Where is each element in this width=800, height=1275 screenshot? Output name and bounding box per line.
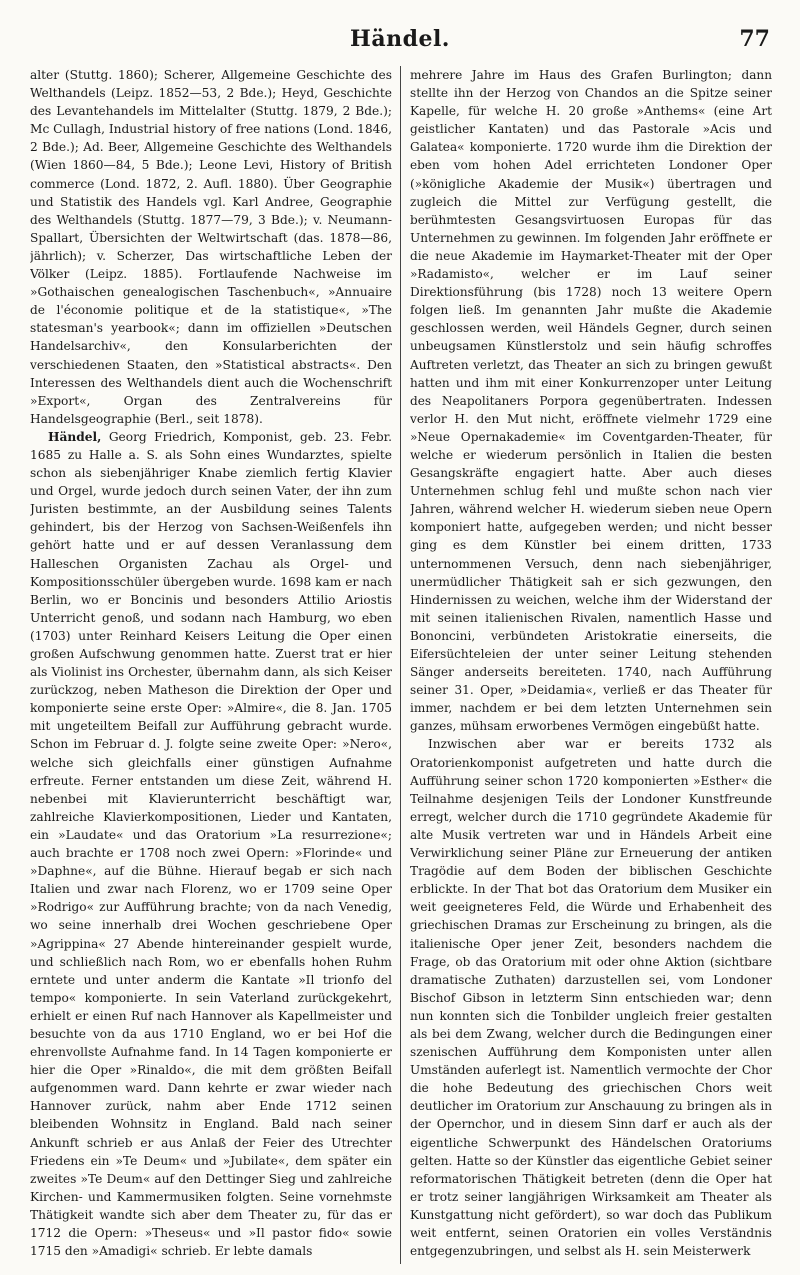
- page-header: [30, 26, 770, 56]
- bibliography-paragraph: alter (Stuttg. 1860); Scherer, Allgemeine Geschichte des Welthandels (Leipz. 1852—53, 2 Bde.); Heyd, Geschichte des Levantehandels im Mittelalter (Stuttg. 1879, 2 Bde.); Mc Cullagh, Industrial history of free nations (Lond. 1846, 2 Bde.); Ad. Beer, Allgemeine Geschichte des Welthandels (Wien 1860—84, 5 Bde.); Leone Levi, History of British commerce (Lond. 1872, 2. Aufl. 1880). Über Geographie und Statistik des Handels vgl. Karl Andree, Geographie des Welthandels (Stuttg. 1877—79, 3 Bde.); v. Neumann-Spallart, Übersichten der Weltwirtschaft (das. 1878—86, jährlich); v. Scherzer, Das wirtschaftliche Leben der Völker (Leipz. 1885). Fortlaufende Nachweise im »Gothaischen genealogischen Taschenbuch«, »Annuaire de l'économie politique et de la statistique«, »The statesman's yearbook«; dann im offiziellen »Deutschen Handelsarchiv«, den Konsularberichten der verschiedenen Staaten, den »Statistical abstracts«. Den Interessen des Welthandels dient auch die Wochenschrift »Export«, Organ des Zentralvereins für Handelsgeographie (Berl., seit 1878).: [30, 68, 392, 426]
- text-columns: [30, 66, 772, 1264]
- right-column: [410, 66, 772, 1264]
- entry-text: Georg Friedrich, Komponist, geb. 23. Febr. 1685 zu Halle a. S. als Sohn eines Wundarztes, spielte schon als siebenjähriger Knabe ziemlich fertig Klavier und Orgel, wurde jedoch durch seinen Vater, der ihn zum Juristen bestimmte, an der Ausbildung seines Talents gehindert, bis der Herzog von Sachsen-Weißenfels ihn gehört hatte und er auf dessen Veranlassung dem Halleschen Organisten Zachau als Orgel- und Kompositionsschüler übergeben wurde. 1698 kam er nach Berlin, wo er Boncinis und besonders Attilio Ariostis Unterricht genoß, und sodann nach Hamburg, wo eben (1703) unter Reinhard Keisers Leitung die Oper einen großen Aufschwung genommen hatte. Zuerst trat er hier als Violinist ins Orchester, übernahm dann, als sich Keiser zurückzog, neben Matheson die Direktion der Oper und komponierte seine erste Oper: »Almire«, die 8. Jan. 1705 mit ungeteiltem Beifall zur Aufführung gebracht wurde. Schon im Februar d. J. folgte seine zweite Oper: »Nero«, welche sich gleichfalls einer günstigen Aufnahme erfreute. Ferner entstanden um diese Zeit, während H. nebenbei mit Klavierunterricht beschäftigt war, zahlreiche Klavierkompositionen, Lieder und Kantaten, ein »Laudate« und das Oratorium »La resurrezione«; auch brachte er 1708 noch zwei Opern: »Florinde« und »Daphne«, auf die Bühne. Hierauf begab er sich nach Italien und zwar nach Florenz, wo er 1709 seine Oper »Rodrigo« zur Aufführung brachte; von da nach Venedig, wo seine innerhalb drei Wochen geschriebene Oper »Agrippina« 27 Abende hintereinander gespielt wurde, und schließlich nach Rom, wo er ebenfalls hohen Ruhm erntete und unter anderm die Kantate »Il trionfo del tempo« komponierte. In sein Vaterland zurückgekehrt, erhielt er einen Ruf nach Hannover als Kapellmeister und besuchte von da aus 1710 England, wo er bei Hof die ehrenvollste Aufnahme fand. In 14 Tagen komponierte er hier die Oper »Rinaldo«, die mit dem größten Beifall aufgenommen ward. Dann kehrte er zwar wieder nach Hannover zurück, nahm aber Ende 1712 seinen bleibenden Wohnsitz in England. Bald nach seiner Ankunft schrieb er aus Anlaß der Feier des Utrechter Friedens ein »Te Deum« und »Jubilate«, dem später ein zweites »Te Deum« auf den Dettinger Sieg und zahlreiche Kirchen- und Kammermusiken folgten. Seine vornehmste Thätigkeit wandte sich aber dem Theater zu, für das er 1712 die Opern: »Theseus« und »Il pastor fido« sowie 1715 den »Amadigi« schrieb. Er lebte damals: [30, 429, 392, 1259]
- entry-lemma: Händel,: [48, 429, 102, 444]
- running-head: Händel.: [350, 26, 450, 52]
- left-column: [30, 66, 392, 1264]
- right-paragraph-1: mehrere Jahre im Haus des Grafen Burlington; dann stellte ihn der Herzog von Chandos an die Spitze seiner Kapelle, für welche H. 20 große »Anthems« (eine Art geistlicher Kantaten) und das Pastorale »Acis und Galatea« komponierte. 1720 wurde ihm die Direktion der eben vom hohen Adel errichteten Londoner Oper (»königliche Akademie der Musik«) übertragen und zugleich die Mittel zur Verfügung gestellt, die berühmtesten Gesangsvirtuosen Europas für das Unternehmen zu gewinnen. Im folgenden Jahr eröffnete er die neue Akademie im Haymarket-Theater mit der Oper »Radamisto«, welcher er im Lauf seiner Direktionsführung (bis 1728) noch 13 weitere Opern folgen ließ. Im genannten Jahr mußte die Akademie geschlossen werden, weil Händels Gegner, durch seinen unbeugsamen Künstlerstolz und sein häufig schroffes Auftreten verletzt, das Theater an sich zu bringen gewußt hatten und ihm mit einer Konkurrenzoper unter Leitung des Neapolitaners Porpora gegenübertraten. Indessen verlor H. den Mut nicht, eröffnete vielmehr 1729 eine »Neue Opernakademie« im Coventgarden-Theater, für welche er wiederum persönlich in Italien die besten Gesangskräfte engagiert hatte. Aber auch dieses Unternehmen schlug fehl und mußte schon nach vier Jahren, während welcher H. wiederum sieben neue Opern komponiert hatte, aufgegeben werden; und nicht besser ging es dem Künstler bei einem dritten, 1733 unternommenen Versuch, denn nach siebenjähriger, unermüdlicher Thätigkeit sah er sich gezwungen, den Hindernissen zu weichen, welche ihm der Widerstand der mit seinen italienischen Rivalen, namentlich Hasse und Bononcini, verbündeten Aristokratie einerseits, die Eifersüchteleien der unter seiner Leitung stehenden Sänger anderseits bereiteten. 1740, nach Aufführung seiner 31. Oper, »Deidamia«, verließ er das Theater für immer, nachdem er bei dem letzten Unternehmen sein ganzes, mühsam erworbenes Vermögen eingebüßt hatte.: [410, 68, 772, 734]
- entry-paragraph: [30, 428, 392, 1260]
- column-divider: [400, 66, 401, 1264]
- right-paragraph-2: Inzwischen aber war er bereits 1732 als Oratorienkomponist aufgetreten und hatte durch die Aufführung seiner schon 1720 komponierten »Esther« die Teilnahme desjenigen Teils der Londoner Kunstfreunde erregt, welcher durch die 1710 gegründete Akademie für alte Musik vertreten war und in Händels Arbeit eine Verwirklichung seiner Pläne zur Erneuerung der antiken Tragödie auf dem Boden der biblischen Geschichte erblickte. In der That bot das Oratorium dem Musiker ein weit geeigneteres Feld, die Würde und Erhabenheit des griechischen Dramas zur Erscheinung zu bringen, als die italienische Oper jener Zeit, besonders nachdem die Frage, ob das Oratorium mit oder ohne Aktion (sichtbare dramatische Zuthaten) darzustellen sei, vom Londoner Bischof Gibson in letzterm Sinn entschieden war; denn nun konnten sich die Tonbilder ungleich freier gestalten als bei dem Zwang, welcher durch die Bedingungen einer szenischen Aufführung dem Komponisten unter allen Umständen auferlegt ist. Namentlich vermochte der Chor die hohe Bedeutung des griechischen Chors weit deutlicher im Oratorium zur Anschauung zu bringen als in der Opernchor, und in diesem Sinn darf er auch als der eigentliche Schwerpunkt des Händelschen Oratoriums gelten. Hatte so der Künstler das eigentliche Gebiet seiner reformatorischen Thätigkeit betreten (denn die Oper hat er trotz seiner langjährigen Wirksamkeit am Theater als Kunstgattung nicht gefördert), so war doch das Publikum weit entfernt, seinen Oratorien ein volles Verständnis entgegenzubringen, und selbst als H. sein Meisterwerk: [410, 737, 772, 1259]
- page-number: 77: [739, 26, 770, 52]
